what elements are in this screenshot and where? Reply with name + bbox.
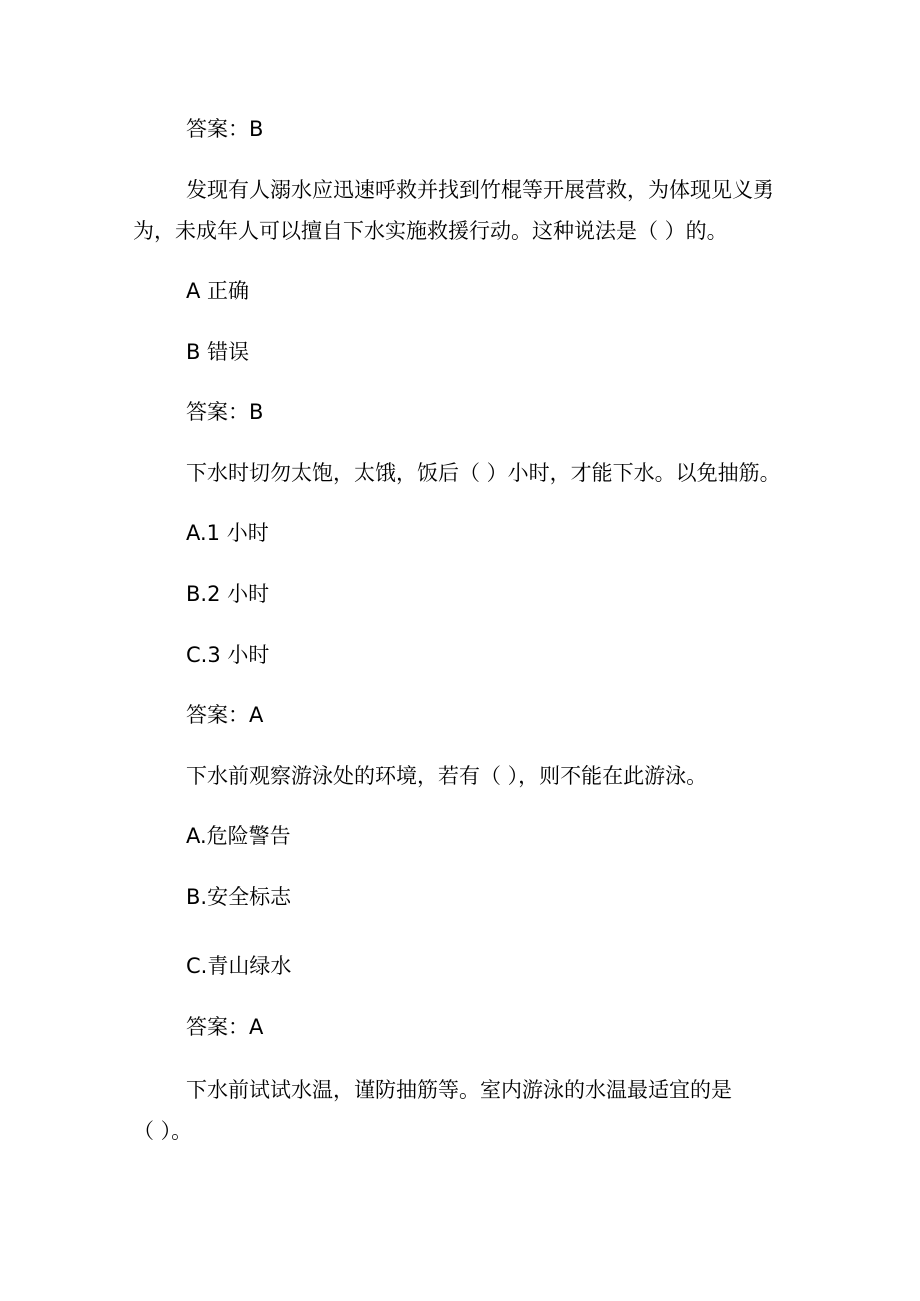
question-text: 下水前观察游泳处的环境，若有（ ），则不能在此游泳。 (186, 764, 708, 788)
option-line: B.安全标志 (186, 885, 292, 909)
question-text: 下水前试试水温，谨防抽筋等。室内游泳的水温最适宜的是 (186, 1078, 732, 1102)
option-line: A 正确 (186, 279, 250, 303)
answer-line: 答案：A (186, 703, 264, 727)
option-line: C.3 小时 (186, 643, 270, 667)
answer-line: 答案：B (186, 400, 264, 424)
option-line: C.青山绿水 (186, 954, 292, 978)
option-line: A.1 小时 (186, 521, 269, 545)
answer-line: 答案：B (186, 117, 264, 141)
question-text-continued: 为，未成年人可以擅自下水实施救援行动。这种说法是（ ）的。 (133, 219, 728, 243)
question-text: 下水时切勿太饱，太饿，饭后（ ）小时，才能下水。以免抽筋。 (186, 461, 781, 485)
answer-line: 答案：A (186, 1015, 264, 1039)
option-line: A.危险警告 (186, 824, 291, 848)
option-line: B.2 小时 (186, 582, 270, 606)
question-text: 发现有人溺水应迅速呼救并找到竹棍等开展营救，为体现见义勇 (186, 178, 774, 202)
option-line: B 错误 (186, 340, 250, 364)
question-text-continued: （ ）。 (133, 1119, 193, 1143)
